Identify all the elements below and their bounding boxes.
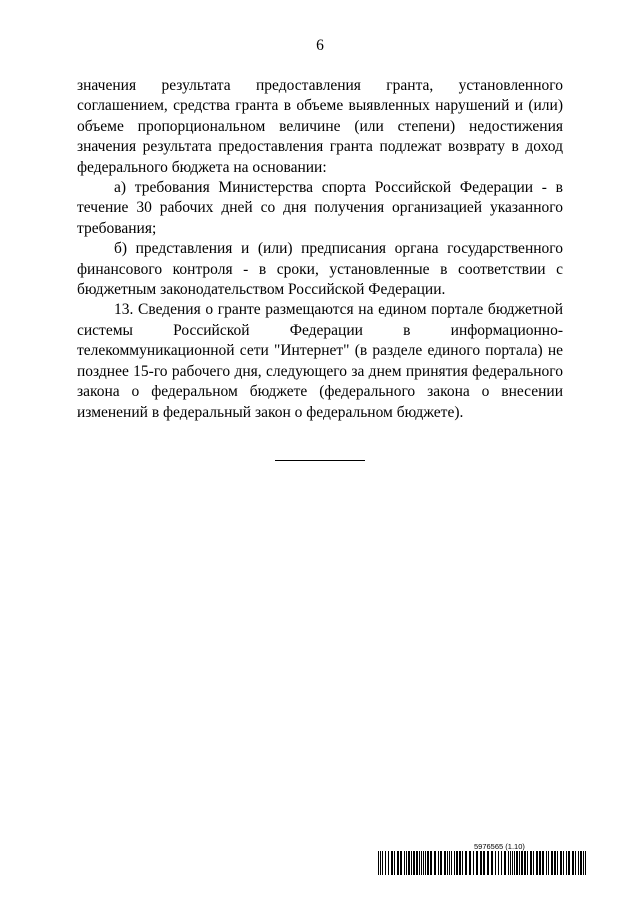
paragraph-continuation: значения результата предоставления гранта, установленного соглашением, средства гранта в объеме выявленных нарушений и (или) объеме пропорциональном величине (или степени) недостижения значения результата предоставления гранта подлежат возврату в доход федерального бюджета на основании:: [77, 77, 563, 176]
paragraph-item-a: а) требования Министерства спорта Российской Федерации - в течение 30 рабочих дней со дня получения организацией указанного требования;: [77, 179, 563, 237]
document-body: [77, 76, 563, 423]
end-divider: [275, 460, 365, 461]
paragraph-item-13: 13. Сведения о гранте размещаются на едином портале бюджетной системы Российской Федерации в информационно-телекоммуникационной сети "Интернет" (в разделе единого портала) не позднее 15-го рабочего дня, следующего за днем принятия федерального закона о федеральном бюджете (федерального закона о внесении изменений в федеральный закон о федеральном бюджете).: [77, 301, 563, 421]
page-number: 6: [316, 37, 324, 54]
paragraph-item-b: б) представления и (или) предписания органа государственного финансового контроля - в сроки, установленные в соответствии с бюджетным законодательством Российской Федерации.: [77, 240, 563, 299]
barcode: [378, 851, 586, 875]
document-code: 5976565 (1.10): [474, 842, 525, 851]
